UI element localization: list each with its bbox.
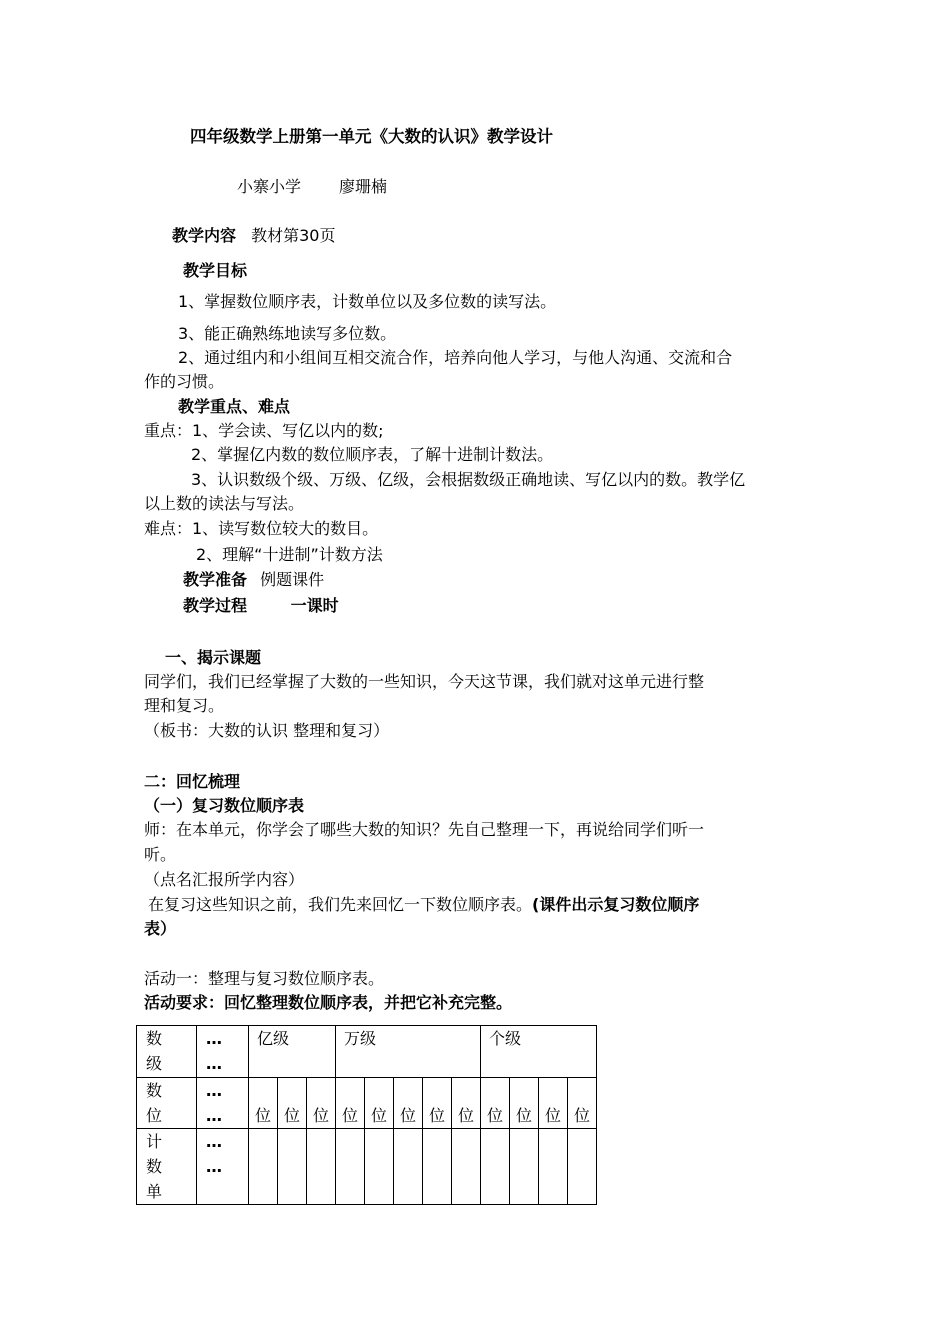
head-char: 数 [146, 1157, 163, 1176]
ellipsis-cell [197, 1129, 249, 1205]
review-courseware-note: (课件出示复习数位顺序 [532, 895, 700, 914]
author-name: 廖珊楠 [339, 177, 388, 196]
process-value: 一课时 [290, 596, 339, 615]
place-value-table [136, 1025, 597, 1205]
school-name: 小寨小学 [237, 177, 302, 196]
ellipsis-cell [197, 1078, 249, 1129]
unit-cell [249, 1129, 278, 1205]
section-1-heading: 一、揭示课题 [165, 648, 262, 667]
activity-requirement: 活动要求：回忆整理数位顺序表，并把它补充完整。 [144, 993, 513, 1012]
section-2-heading: 二：回忆梳理 [144, 772, 241, 791]
head-char: 单 [146, 1182, 163, 1201]
section-1-para-line-2: 理和复习。 [144, 696, 225, 715]
head-char: 位 [146, 1106, 163, 1125]
prep-value: 例题课件 [260, 570, 325, 589]
document-title: 四年级数学上册第一单元《大数的认识》教学设计 [190, 127, 553, 146]
section-2-para-line-2: 听。 [144, 845, 177, 864]
place-cell: 位 [307, 1078, 336, 1129]
unit-cell [365, 1129, 394, 1205]
unit-cell [481, 1129, 510, 1205]
section-2-para-line-1: 师：在本单元，你学会了哪些大数的知识？先自己整理一下，再说给同学们听一 [144, 820, 705, 839]
place-cell: 位 [336, 1078, 365, 1129]
row-head-levels [137, 1026, 197, 1078]
place-cell: 位 [452, 1078, 481, 1129]
unit-cell [510, 1129, 539, 1205]
section-2-review-line-2: 表） [144, 919, 177, 938]
teaching-content [172, 224, 335, 248]
row-head-units [137, 1129, 197, 1205]
ellipsis: … [206, 1157, 221, 1176]
ellipsis: … [206, 1054, 221, 1073]
key-point-3-line-1: 3、认识数级个级、万级、亿级，会根据数级正确地读、写亿以内的数。教学亿 [191, 470, 746, 489]
ellipsis-cell [197, 1026, 249, 1078]
table-row-units [137, 1129, 597, 1205]
head-char: 数 [146, 1081, 163, 1100]
place-cell: 位 [394, 1078, 423, 1129]
teaching-prep [183, 568, 324, 592]
unit-cell [539, 1129, 568, 1205]
place-cell: 位 [539, 1078, 568, 1129]
table-row-places [137, 1078, 597, 1129]
goal-3: 3、能正确熟练地读写多位数。 [178, 324, 397, 343]
key-point-2: 2、掌握亿内数的数位顺序表，了解十进制计数法。 [191, 445, 554, 464]
place-cell: 位 [510, 1078, 539, 1129]
review-text: 在复习这些知识之前，我们先来回忆一下数位顺序表。 [148, 895, 533, 914]
unit-cell [278, 1129, 307, 1205]
row-head-places [137, 1078, 197, 1129]
content-value: 教材第30页 [251, 226, 336, 245]
place-cell: 位 [481, 1078, 510, 1129]
section-1-board-note: （板书：大数的认识 整理和复习） [144, 721, 390, 740]
head-char: 计 [146, 1132, 163, 1151]
level-wan: 万级 [336, 1026, 481, 1078]
goal-2-line-2: 作的习惯。 [144, 372, 225, 391]
ellipsis: … [206, 1029, 221, 1048]
table-row-levels [137, 1026, 597, 1078]
goals-heading: 教学目标 [183, 261, 248, 280]
level-yi: 亿级 [249, 1026, 336, 1078]
unit-cell [394, 1129, 423, 1205]
place-cell: 位 [278, 1078, 307, 1129]
ellipsis: … [206, 1132, 221, 1151]
activity-1: 活动一：整理与复习数位顺序表。 [144, 969, 385, 988]
unit-cell [423, 1129, 452, 1205]
difficulty-2: 2、理解“十进制”计数方法 [196, 545, 383, 564]
unit-cell [307, 1129, 336, 1205]
keypoints-heading: 教学重点、难点 [178, 397, 291, 416]
place-cell: 位 [365, 1078, 394, 1129]
key-point-3-line-2: 以上数的读法与写法。 [144, 494, 305, 513]
content-label: 教学内容 [172, 226, 237, 245]
head-char: 数 [146, 1029, 163, 1048]
unit-cell [452, 1129, 481, 1205]
section-2-roll-call: （点名汇报所学内容） [144, 870, 305, 889]
place-cell: 位 [249, 1078, 278, 1129]
goal-1: 1、掌握数位顺序表，计数单位以及多位数的读写法。 [178, 292, 557, 311]
section-1-para-line-1: 同学们，我们已经掌握了大数的一些知识，今天这节课，我们就对这单元进行整 [144, 672, 705, 691]
teaching-process [183, 594, 339, 618]
section-2-review-line-1 [148, 893, 699, 917]
prep-label: 教学准备 [183, 570, 248, 589]
place-cell: 位 [423, 1078, 452, 1129]
ellipsis: … [206, 1106, 221, 1125]
level-ge: 个级 [481, 1026, 597, 1078]
key-point-1: 重点：1、学会读、写亿以内的数; [144, 421, 384, 440]
place-cell: 位 [568, 1078, 597, 1129]
unit-cell [568, 1129, 597, 1205]
head-char: 级 [146, 1054, 163, 1073]
process-label: 教学过程 [183, 596, 248, 615]
ellipsis: … [206, 1081, 221, 1100]
difficulty-1: 难点：1、读写数位较大的数目。 [144, 519, 379, 538]
goal-2-line-1: 2、通过组内和小组间互相交流合作，培养向他人学习，与他人沟通、交流和合 [178, 348, 733, 367]
section-2-subheading: （一）复习数位顺序表 [144, 796, 305, 815]
unit-cell [336, 1129, 365, 1205]
